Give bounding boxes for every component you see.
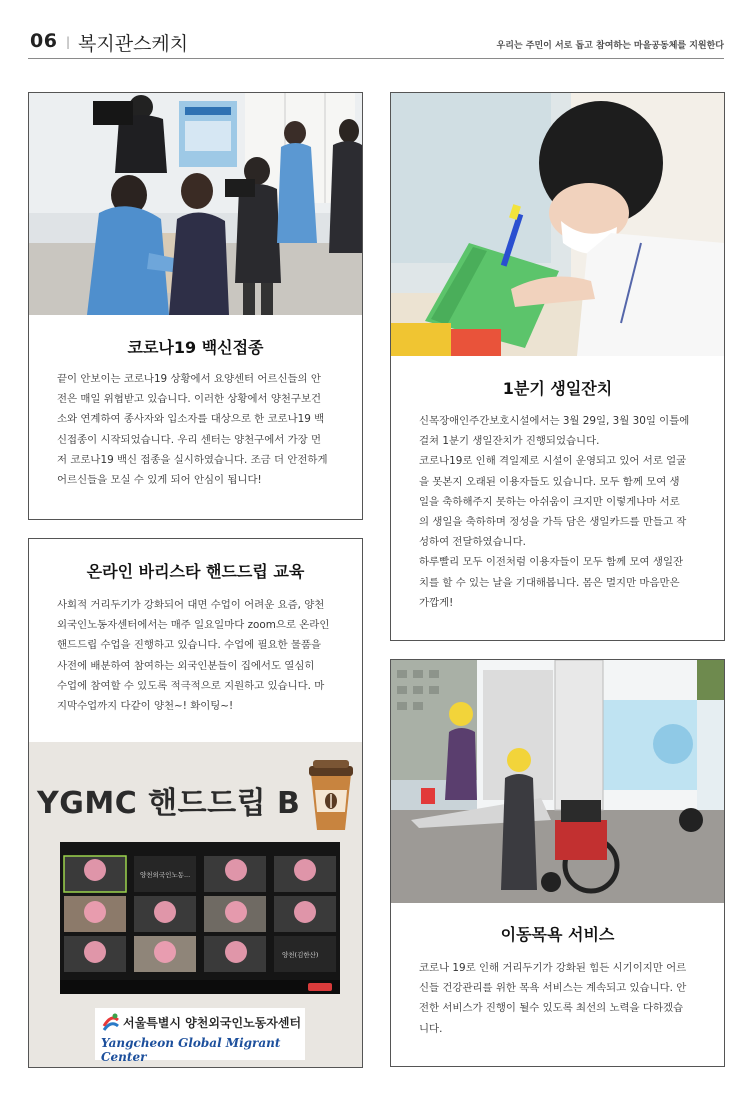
barista-promo-image — [29, 742, 362, 1067]
body-line: 코로나19로 인해 격일제로 시설이 운영되고 있어 서로 얼굴 — [419, 455, 687, 468]
body-line: 소와 연계하여 종사자와 입소자를 대상으로 한 코로나19 백 — [57, 413, 325, 426]
vaccination-title: 코로나19 백신접종 — [127, 338, 264, 357]
body-line: 일을 축하해주지 못하는 아쉬움이 크지만 이렇게나마 서로 — [419, 495, 680, 508]
body-line: 신들 건강관리를 위한 목욕 서비스는 계속되고 있습니다. 안 — [419, 982, 687, 995]
header-divider: | — [66, 35, 71, 49]
body-line: 가깝게! — [419, 596, 454, 609]
body-line: 치를 할 수 있는 날을 기대해봅니다. 몸은 멀지만 마음만은 — [419, 576, 680, 589]
vaccination-body — [57, 369, 347, 490]
birthday-photo — [391, 93, 724, 356]
body-line: 의 생일을 축하하며 정성을 가득 담은 생일카드를 만들고 작 — [419, 516, 687, 529]
header-tagline: 우리는 주민이 서로 돕고 참여하는 마을공동체를 지원한다 — [496, 41, 724, 51]
body-line: 핸드드립 수업을 진행하고 있습니다. 수업에 필요한 물품을 — [57, 639, 322, 652]
body-line: 수업에 참여할 수 있도록 적극적으로 지원하고 있습니다. 마 — [57, 679, 325, 692]
body-line: 코로나 19로 인해 거리두기가 강화된 힘든 시기이지만 어르 — [419, 962, 687, 974]
coffee-cup-icon — [307, 760, 355, 832]
mobile-bath-body — [419, 958, 711, 1039]
zoom-label: 양천외국인노동... — [140, 871, 191, 879]
body-line: 어르신들을 모실 수 있게 되어 안심이 됩니다! — [57, 474, 262, 487]
section-title: 복지관스케치 — [78, 33, 189, 55]
body-line: 저 코로나19 백신 접종을 실시하였습니다. 조금 더 안전하게 — [57, 453, 328, 466]
zoom-label: 양천(김한산) — [282, 951, 319, 959]
body-line: 을 못본지 오래된 이용자들도 있습니다. 모두 함께 모여 생 — [419, 475, 680, 488]
body-line: 성하여 전달하였습니다. — [419, 536, 526, 549]
mobile-bath-photo — [391, 660, 724, 903]
body-line: 니다. — [419, 1022, 443, 1035]
body-line: 지막수업까지 다같이 양천~! 화이팅~! — [57, 700, 234, 713]
logo-korean: 서울특별시 양천외국인노동자센터 — [123, 1016, 302, 1030]
barista-body — [57, 595, 353, 716]
article-vaccination — [28, 92, 363, 520]
article-mobile-bath — [390, 659, 725, 1067]
body-line: 하루빨리 모두 이전처럼 이용자들이 모두 함께 모여 생일잔 — [419, 556, 684, 569]
body-line: 전은 매일 위협받고 있습니다. 이러한 상황에서 양천구보건 — [57, 393, 322, 406]
body-line: 외국인노동자센터에서는 매주 일요일마다 zoom으로 온라인 — [57, 619, 330, 632]
zoom-gallery — [60, 842, 340, 994]
article-birthday — [390, 92, 725, 641]
vaccination-photo — [29, 93, 362, 315]
body-line: 끝이 안보이는 코로나19 상황에서 요양센터 어르신들의 안 — [57, 373, 321, 385]
body-line: 신접종이 시작되었습니다. 우리 센터는 양천구에서 가장 먼 — [57, 433, 322, 446]
promo-heading: YGMC 핸드드립 B — [37, 786, 301, 821]
mobile-bath-title: 이동목욕 서비스 — [500, 925, 615, 944]
seoul-emblem-icon — [101, 1012, 121, 1032]
body-line: 걸쳐 1분기 생일잔치가 진행되었습니다. — [419, 435, 600, 448]
logo-english: Yangcheon Global Migrant Center — [101, 1036, 281, 1064]
body-line: 신목장애인주간보호시설에서는 3월 29일, 3월 30일 이틀에 — [419, 415, 690, 427]
body-line: 전한 서비스가 진행이 될수 있도록 최선의 노력을 다하겠습 — [419, 1002, 684, 1015]
page-header — [28, 26, 724, 60]
birthday-title: 1분기 생일잔치 — [502, 379, 613, 398]
birthday-body — [419, 411, 711, 613]
body-line: 사회적 거리두기가 강화되어 대면 수업이 어려운 요즘, 양천 — [57, 599, 325, 611]
barista-title: 온라인 바리스타 핸드드립 교육 — [86, 562, 305, 581]
page-number: 06 — [30, 30, 58, 52]
center-logo — [95, 1008, 305, 1064]
body-line: 사전에 배분하여 참여하는 외국인분들이 집에서도 열심히 — [57, 659, 315, 672]
header-rule — [28, 58, 724, 59]
article-barista — [28, 538, 363, 1068]
